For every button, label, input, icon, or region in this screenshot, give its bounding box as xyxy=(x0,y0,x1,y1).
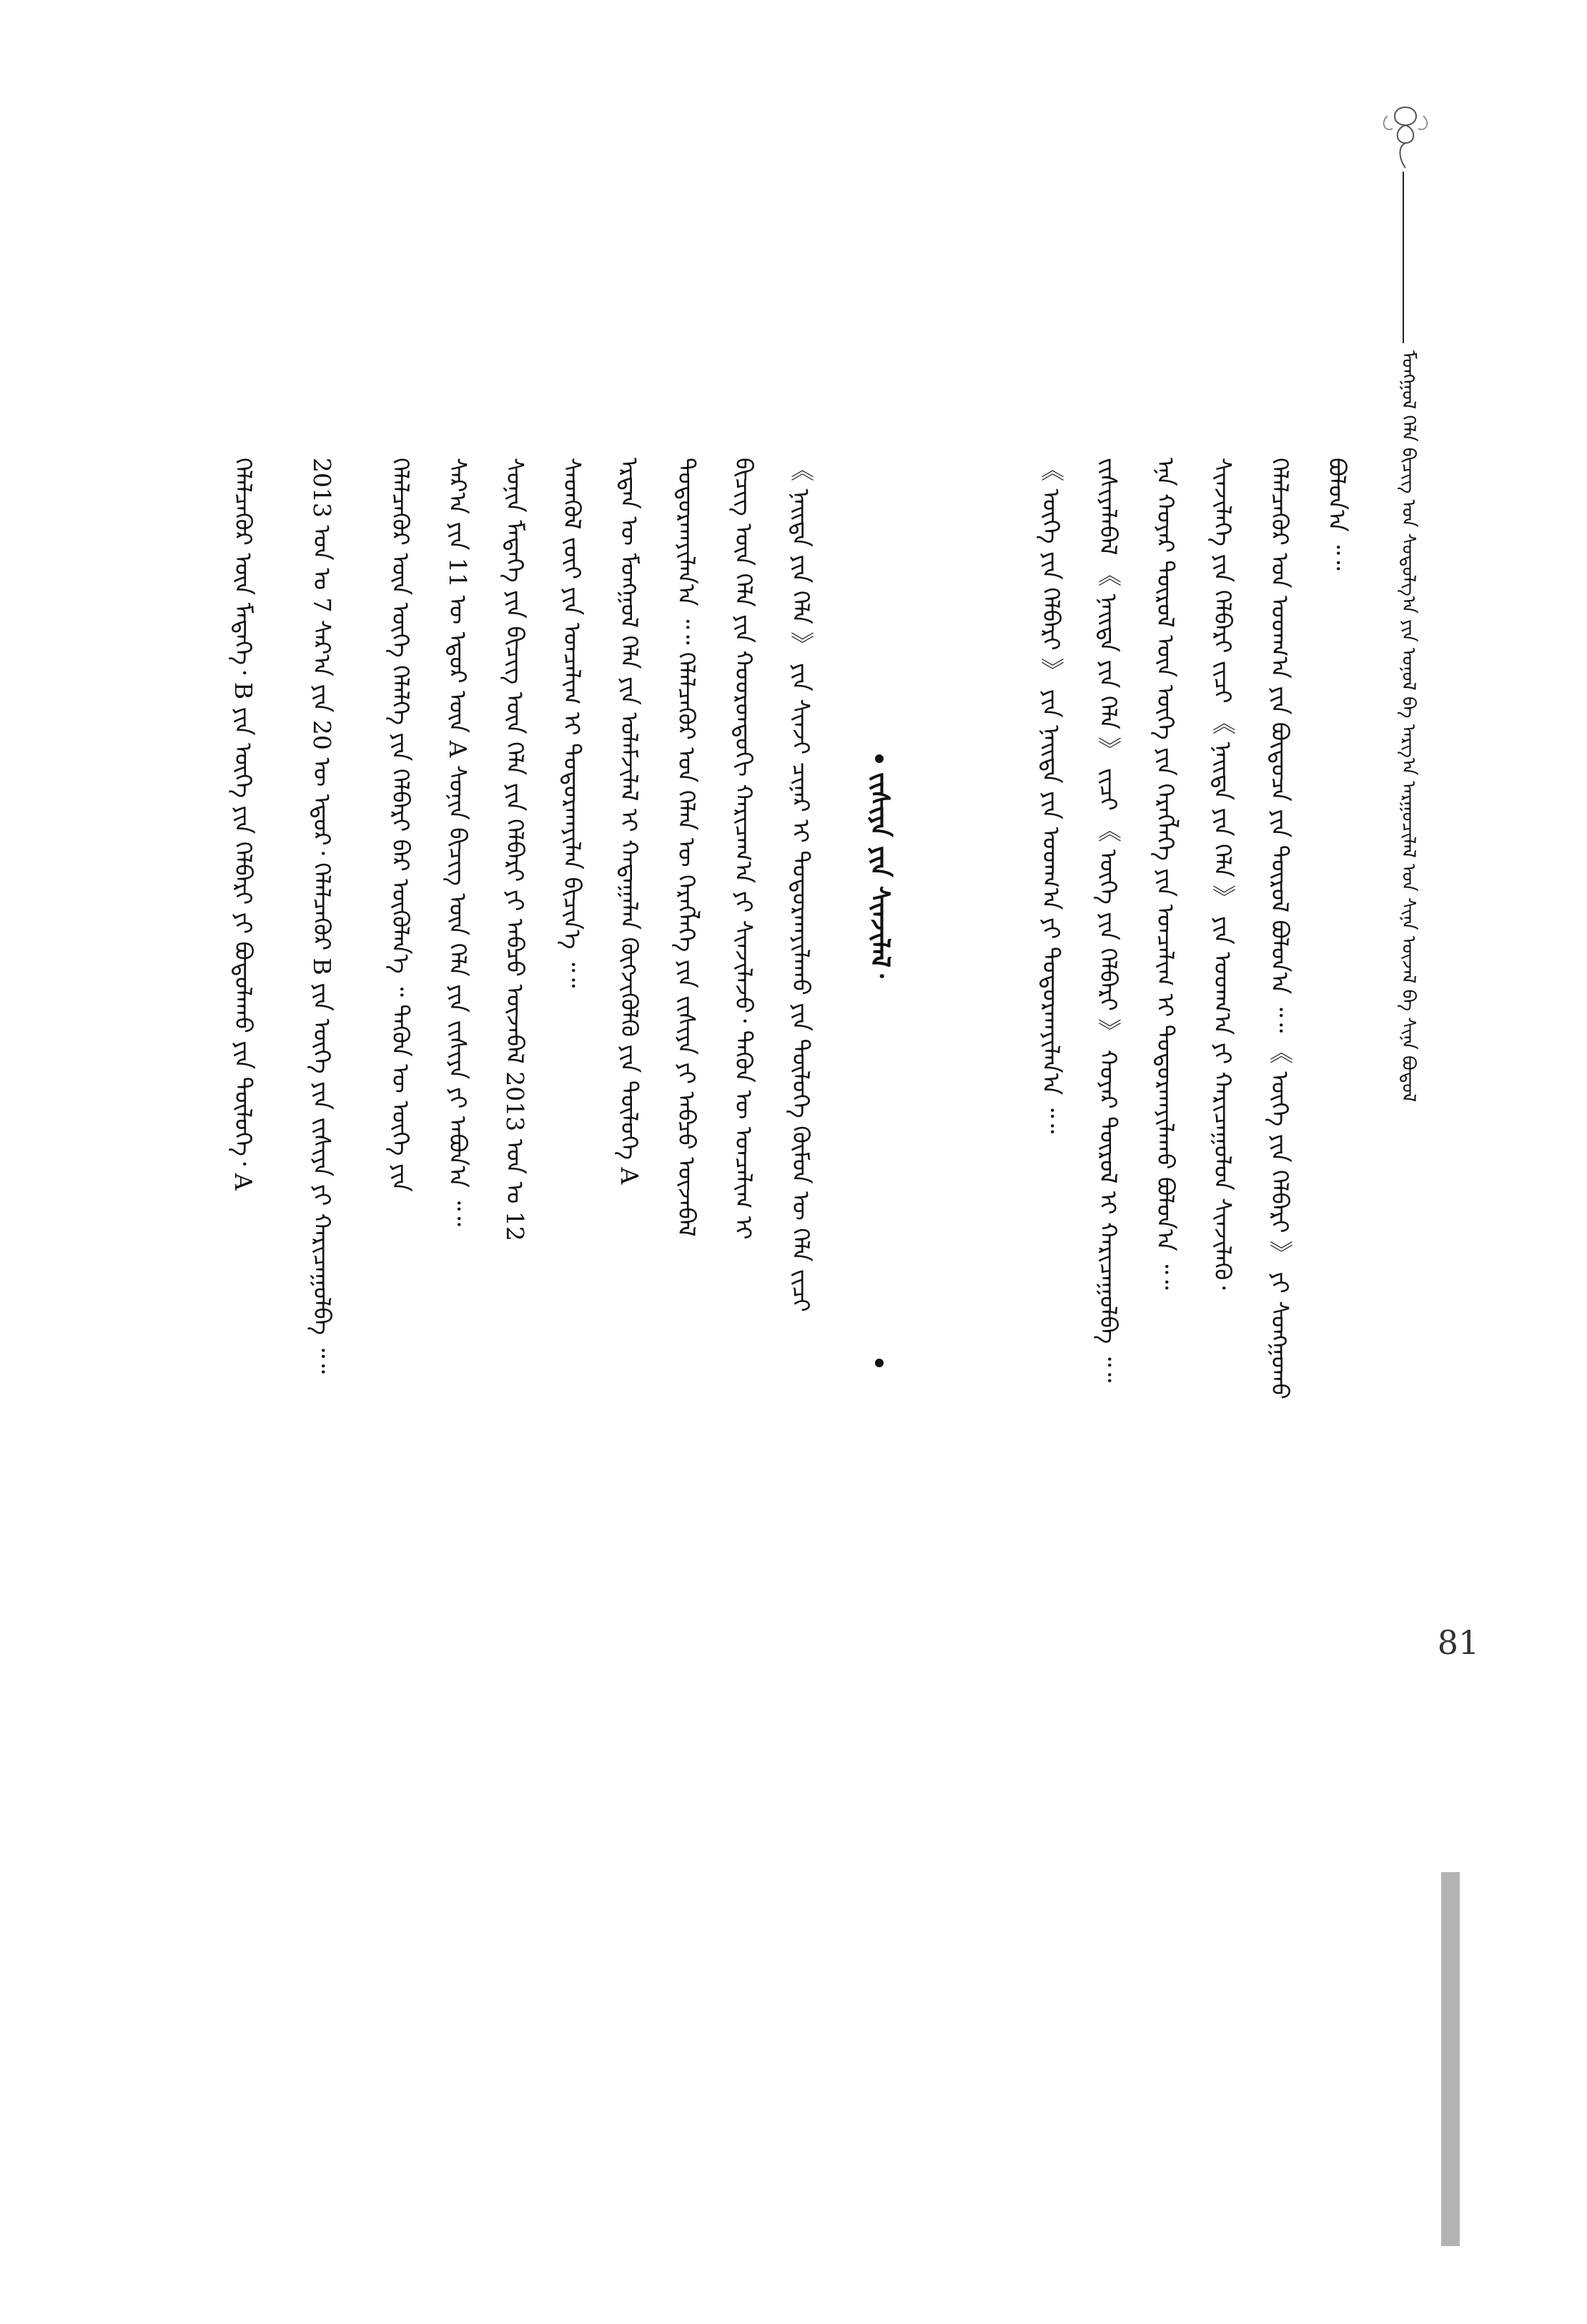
heading-bullet xyxy=(875,754,884,763)
text-line: ᠲᠣᠳᠤᠷᠬᠠᠶᠢᠯᠠᠨ᠎ᠠ ᠃᠃ ᠬᠡᠯᠡᠯᠴᠡᠭᠦᠷ ᠤᠨ ᠬᠡᠯᠡᠨ ᠦ ᠬᠡᠷᠡᠭᠯᠡᠭᠡ ᠶᠢᠨ ᠵᠢᠱᠢᠶᠡ ᠶᠢ ᠠᠪᠴᠤ ᠦᠵᠡᠪᠡᠯ xyxy=(673,458,701,1237)
running-header: ᠮᠣᠩᠭᠣᠯ ᠬᠡᠯᠡ ᠪᠢᠴᠢᠭ ᠤᠨ ᠰᠤᠳᠤᠯᠭ᠎ᠠ ᠶᠢᠨ ᠣᠨᠤᠯ ᠪᠠ ᠠᠷᠭ᠎ᠠ ᠠᠷᠭᠤᠴᠢᠯᠠᠯ ᠤᠨ ᠰᠢᠨᠡ ᠦᠵᠡᠯ ᠪᠡ ᠰᠢᠨᠡ ᠪᠣᠳᠤᠯ xyxy=(1398,350,1419,1103)
text-line: ᠪᠣᠯᠤᠨ᠎ᠠ ᠃᠃ xyxy=(1323,458,1351,571)
text-line: 2013 ᠣᠨ ᠤ 7 ᠰᠠᠷ᠎ᠠ ᠶᠢᠨ 20 ᠦ ᠡᠳᠦᠷ᠂ ᠬᠡᠯᠡᠯᠴᠡᠭᠦᠷ B ᠶᠢᠨ ᠦᠭᠡ ᠶᠢᠨ ᠵᠢᠱᠢᠶᠡ ᠶᠢ ᠬᠠᠷᠢᠴᠠᠭᠤᠯᠪᠠ ᠃᠃ xyxy=(308,458,336,1374)
heading-bullet xyxy=(875,1359,884,1367)
text-line: 《 ᠦᠭᠡ ᠶᠢᠨ ᠬᠡᠯᠪᠡᠷᠢ 》 ᠶᠢᠨ ᠨᠡᠢᠲᠡ ᠶᠢᠨ ᠤᠳᠬ᠎ᠠ ᠶᠢ ᠲᠣᠳᠤᠷᠬᠠᠶᠢᠯᠠᠨ᠎ᠠ ᠃᠃ xyxy=(1037,458,1065,1134)
text-line: ᠵᠢᠱᠢᠶᠡᠯᠡᠪᠡᠯ 《 ᠨᠡᠢᠲᠡ ᠶᠢᠨ ᠬᠡᠯᠡ 》 ᠵᠢᠴᠢ 《 ᠦᠭᠡ ᠶᠢᠨ ᠬᠡᠯᠪᠡᠷᠢ 》 ᠬᠣᠶᠠᠷ ᠲᠥᠷᠦᠯ ᠢ ᠬᠠᠷᠢᠴᠠᠭᠤᠯᠪᠠ ᠃᠃ xyxy=(1094,458,1122,1383)
text-line: ᠬᠡᠯᠡᠯᠴᠡᠭᠦᠷ ᠦᠨ ᠮᠡᠳᠡᠭᠡ᠂ B ᠶᠢᠨ ᠦᠭᠡ ᠶᠢᠨ ᠬᠡᠯᠪᠡᠷᠢ ᠶᠢ ᠪᠣᠳᠤᠯᠠᠬᠤ ᠶᠢᠨ ᠲᠥᠯᠥᠭᠡ᠂ A xyxy=(229,458,257,1191)
text-line: ᠬᠡᠯᠡᠯᠴᠡᠭᠦᠷ ᠦᠨ ᠦᠭᠡ ᠬᠡᠯᠡᠯᠭᠡ ᠶᠢᠨ ᠬᠡᠯᠪᠡᠷᠢ ᠪᠡᠷ ᠦᠭᠦᠯᠡᠨ᠎ᠡ ᠃ ᠲᠡᠭᠦᠨ ᠦ ᠦᠭᠡ ᠶᠢᠨ xyxy=(387,458,415,1192)
paragraph-bottom xyxy=(179,229,822,2117)
page-edge-tab xyxy=(1441,1872,1460,2246)
text-line: ᠰᠡᠳᠬᠦᠯ ᠵᠦᠢ ᠶᠢᠨ ᠣᠨᠴᠠᠯᠢᠭ ᠢ ᠲᠣᠳᠤᠷᠬᠠᠶᠢᠯᠠᠨ ᠪᠢᠴᠢᠨ᠎ᠡ ᠃᠃ xyxy=(558,458,586,988)
text-line: 《 ᠨᠡᠢᠲᠡ ᠶᠢᠨ ᠬᠡᠯᠡ 》 ᠶᠢᠨ ᠰᠢᠨᠵᠢ ᠴᠢᠨᠠᠷ ᠢ ᠲᠣᠳᠤᠷᠬᠠᠶᠢᠯᠠᠬᠤ ᠶᠢᠨ ᠲᠥᠯᠥᠭᠡ ᠬᠦᠮᠦᠨ ᠦ ᠬᠡᠯᠡ ᠵᠢᠴᠢ xyxy=(787,458,815,1312)
section-heading: ᠵᠢᠱᠢᠶᠡ ᠶᠢᠨ ᠰᠢᠨᠵᠢᠯᠡᠯ᠂ xyxy=(865,772,895,978)
page-number: 81 xyxy=(1437,1623,1480,1662)
text-line: ᠪᠢᠴᠢᠭ ᠦᠨ ᠬᠡᠯᠡ ᠶᠢᠨ ᠬᠣᠣᠷᠣᠨᠳᠣᠬᠢ ᠬᠠᠷᠢᠴᠠᠭ᠎ᠠ ᠶᠢ ᠰᠢᠨᠵᠢᠯᠡᠵᠦ᠂ ᠲᠡᠭᠦᠨ ᠦ ᠣᠨᠴᠠᠯᠢᠭ ᠢ xyxy=(730,458,758,1240)
text-line: ᠡᠨᠡ ᠬᠣᠶᠠᠷ ᠲᠥᠷᠦᠯ ᠦᠨ ᠦᠭᠡ ᠶᠢᠨ ᠬᠡᠷᠡᠭᠯᠡᠭᠡ ᠶᠢᠨ ᠣᠨᠴᠠᠯᠢᠭ ᠢ ᠲᠣᠳᠤᠷᠬᠠᠶᠢᠯᠠᠬᠤ ᠪᠣᠯᠤᠨ᠎ᠠ ᠃᠃ xyxy=(1152,458,1180,1290)
text-line: ᠰᠣᠨᠢᠨ ᠮᠡᠳᠡᠭᠡ ᠶᠢᠨ ᠪᠢᠴᠢᠭ ᠦᠨ ᠬᠡᠯᠡ ᠶᠢᠨ ᠬᠡᠯᠪᠡᠷᠢ ᠶᠢ ᠠᠪᠴᠤ ᠦᠵᠡᠪᠡᠯ 2013 ᠣᠨ ᠤ 12 xyxy=(501,458,529,1241)
paragraph-top xyxy=(994,229,1358,2117)
text-line: ᠰᠢᠨᠵᠢᠯᠡᠭᠡ ᠶᠢᠨ ᠬᠡᠯᠪᠡᠷᠢ ᠵᠢᠴᠢ 《 ᠨᠡᠢᠲᠡ ᠶᠢᠨ ᠬᠡᠯᠡ 》 ᠶᠢᠨ ᠤᠳᠬ᠎ᠠ ᠶᠢ ᠬᠠᠷᠢᠴᠠᠭᠤᠯᠤᠨ ᠰᠢᠨᠵᠢᠯᠡᠬᠦ᠂ xyxy=(1209,458,1237,1290)
header-ornament-icon xyxy=(1377,100,1434,172)
header-rule xyxy=(1403,172,1404,343)
text-line: ᠡᠷᠲᠡᠨ ᠦ ᠮᠣᠩᠭᠣᠯ ᠬᠡᠯᠡ ᠶᠢᠨ ᠤᠯᠠᠮᠵᠢᠯᠠᠯ ᠢ ᠬᠠᠳᠠᠭᠠᠯᠠᠨ ᠬᠥᠭᠵᠢᠭᠦᠯᠬᠦ ᠶᠢᠨ ᠲᠥᠯᠥᠭᠡ A xyxy=(615,458,643,1185)
text-line: ᠰᠠᠷ᠎ᠠ ᠶᠢᠨ 11 ᠦ ᠡᠳᠦᠷ ᠦᠨ A ᠰᠣᠨᠢᠨ ᠪᠢᠴᠢᠭ ᠦᠨ ᠬᠡᠯᠡ ᠶᠢᠨ ᠵᠢᠱᠢᠶᠡ ᠶᠢ ᠠᠪᠤᠨ᠎ᠠ ᠃᠃ xyxy=(444,458,472,1226)
text-line: ᠬᠡᠯᠡᠯᠴᠡᠭᠦᠷ ᠤᠨ ᠤᠳᠬ᠎ᠠ ᠶᠢᠨ ᠪᠦᠲᠦᠴᠡ ᠶᠢᠨ ᠲᠥᠷᠦᠯ ᠪᠣᠯᠤᠨ᠎ᠠ ᠃᠃ 《 ᠦᠭᠡ ᠶᠢᠨ ᠬᠡᠯᠪᠡᠷᠢ 》 ᠶᠢ ᠰᠣᠩᠭᠣᠬᠤ xyxy=(1266,458,1294,1399)
